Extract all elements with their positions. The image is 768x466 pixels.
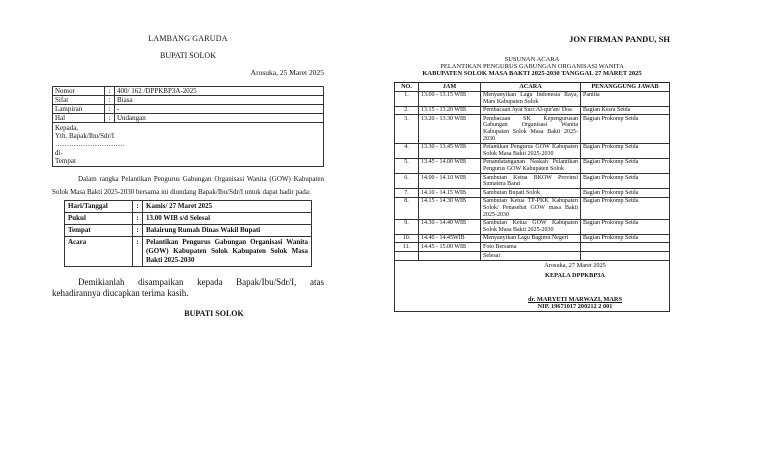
agenda-no: 5. — [395, 158, 419, 173]
agenda-time: 14.30 - 14.40 WIB — [419, 219, 481, 234]
address-line: ………………………… — [55, 140, 125, 149]
schedule-colon: : — [133, 213, 143, 225]
agenda-no: 4. — [395, 143, 419, 158]
schedule-key: Acara — [65, 237, 133, 267]
agenda-no: 3. — [395, 115, 419, 143]
agenda-sign-nip: NIP. 19671017 200212 2 001 — [537, 302, 613, 310]
event-schedule-table — [64, 200, 312, 267]
schedule-value: Balairung Rumah Dinas Wakil Bupati — [143, 225, 312, 237]
agenda-responsible: Bagian Prokomp Setda — [581, 234, 670, 243]
agenda-event: Pembacaan SK Kepengurusan Gabungan Organisasi Wanita Kabupaten Solok Masa Bakti 2025-2030 — [481, 115, 581, 143]
agenda-event: Sambutan Bupati Solok — [481, 189, 581, 198]
schedule-colon: : — [133, 225, 143, 237]
agenda-row — [395, 219, 670, 234]
agenda-no: 11. — [395, 243, 419, 252]
schedule-key: Hari/Tanggal — [65, 201, 133, 213]
letter-signature: BUPATI SOLOK — [184, 309, 244, 319]
agenda-row — [395, 197, 670, 219]
agenda-responsible — [581, 243, 670, 252]
meta-colon: : — [105, 87, 115, 96]
schedule-value: Pelantikan Pengurus Gabungan Organisasi Wanita (GOW) Kabupaten Solok Kabupaten Solok Masa Bakti 2025-2030 — [143, 237, 312, 267]
schedule-row — [65, 237, 312, 267]
meta-value: Undangan — [115, 114, 324, 123]
meta-value: 400/ 162 /DPPKBP3A-2025 — [115, 87, 324, 96]
agenda-responsible: Bagian Prokomp Setda — [581, 115, 670, 143]
meta-row — [53, 87, 324, 96]
agenda-responsible — [581, 252, 670, 261]
agenda-responsible: Bagian Prokomp Setda — [581, 174, 670, 189]
agenda-signature-block — [395, 262, 669, 310]
agenda-event: Pembacaan Ayat Suci Al-qur'an/ Doa — [481, 106, 581, 115]
letter-body: Dalam rangka Pelantikan Pengurus Gabungan Organisasi Wanita (GOW) Kabupaten Solok Masa Bakti 2025-2030 bersama ini diundang Bapak/Ibu/Sdr/I untuk dapat hadir pada: — [52, 175, 324, 197]
agenda-no: 2. — [395, 106, 419, 115]
letter-address — [52, 123, 324, 167]
schedule-key: Tempat — [65, 225, 133, 237]
schedule-colon: : — [133, 237, 143, 267]
agenda-row — [395, 252, 670, 261]
agenda-time — [419, 252, 481, 261]
agenda-sign-title: KEPALA DPPKBP3A — [545, 271, 605, 279]
agenda-time: 14.45 - 15.00 WIB — [419, 243, 481, 252]
agenda-time: 13.00 - 13.15 WIB — [419, 91, 481, 106]
agenda-row — [395, 234, 670, 243]
meta-key: Sifat — [53, 96, 105, 105]
agenda-responsible: Bagian Prokomp Setda — [581, 219, 670, 234]
agenda-time: 13.45 - 14.00 WIB — [419, 158, 481, 173]
meta-colon: : — [105, 105, 115, 114]
agenda-time: 13.20 - 13.30 WIB — [419, 115, 481, 143]
agenda-person-name: JON FIRMAN PANDU, SH — [569, 34, 670, 44]
agenda-no: 10. — [395, 234, 419, 243]
agenda-row — [395, 143, 670, 158]
meta-key: Lampiran — [53, 105, 105, 114]
meta-value: Biasa — [115, 96, 324, 105]
agenda-sign-date: Arosuka, 27 Maret 2025 — [544, 261, 606, 269]
agenda-time: 14.15 - 14.30 WIB — [419, 197, 481, 219]
agenda-time: 13.15 - 13.20 WIB — [419, 106, 481, 115]
agenda-heading-2: PELANTIKAN PENGURUS GABUNGAN ORGANISASI WANITA — [440, 63, 624, 70]
agenda-no: 8. — [395, 197, 419, 219]
agenda-row — [395, 106, 670, 115]
agenda-row — [395, 243, 670, 252]
agenda-panel — [394, 34, 670, 312]
agenda-responsible: Bagian Prokomp Setda — [581, 189, 670, 198]
agenda-event: Menyanyikan Lagu Bagimu Negeri — [481, 234, 581, 243]
letter-office: BUPATI SOLOK — [160, 51, 216, 60]
col-header-pj: PENANGGUNG JAWAB — [581, 83, 670, 92]
schedule-key: Pukul — [65, 213, 133, 225]
agenda-row — [395, 91, 670, 106]
meta-colon: : — [105, 96, 115, 105]
schedule-row — [65, 201, 312, 213]
invitation-letter — [52, 34, 324, 318]
address-line: Yth. Bapak/Ibu/Sdr/I — [55, 132, 115, 141]
agenda-event: Penandatanganan Naskah Pelantikan Pengurus GOW Kabupaten Solok — [481, 158, 581, 173]
agenda-responsible: Bagian Prokomp Setda — [581, 143, 670, 158]
agenda-event: Pelantikan Pengurus GOW Kabupaten Solok Masa Bakti 2025-2030 — [481, 143, 581, 158]
agenda-event: Sambutan Ketua BKOW Provinsi Sumatera Barat — [481, 174, 581, 189]
agenda-event: Sambutan Ketua GOW Kabupaten Solok Masa Bakti 2025-2030 — [481, 219, 581, 234]
agenda-no — [395, 252, 419, 261]
agenda-event: Foto Bersama — [481, 243, 581, 252]
agenda-responsible: Panitia — [581, 91, 670, 106]
agenda-no: 6. — [395, 174, 419, 189]
schedule-row — [65, 213, 312, 225]
agenda-responsible: Bagian Kesra Setda — [581, 106, 670, 115]
agenda-sign-name: dr. MARYETI MARWAZI, MARS — [528, 295, 622, 303]
schedule-row — [65, 225, 312, 237]
agenda-event: Menyanyikan Lagu Indonesia Raya, Mars Kabupaten Solok — [481, 91, 581, 106]
schedule-colon: : — [133, 201, 143, 213]
agenda-no: 7. — [395, 189, 419, 198]
meta-row — [53, 96, 324, 105]
agenda-heading-1: SUSUNAN ACARA — [504, 56, 560, 63]
agenda-row — [395, 189, 670, 198]
agenda-responsible: Bagian Prokomp Setda — [581, 158, 670, 173]
meta-key: Nomor — [53, 87, 105, 96]
meta-value: - — [115, 105, 324, 114]
agenda-time: 14.40 - 14.45WIB — [419, 234, 481, 243]
agenda-table — [394, 82, 670, 312]
letter-date: Arosuka, 25 Maret 2025 — [250, 68, 324, 77]
agenda-row — [395, 158, 670, 173]
agenda-time: 14.00 - 14.10 WIB — [419, 174, 481, 189]
address-line: Kepada, — [55, 124, 79, 132]
agenda-heading-3: KABUPATEN SOLOK MASA BAKTI 2025-2030 TANGGAL 27 MARET 2025 — [422, 70, 642, 77]
letter-meta-table — [52, 86, 324, 123]
meta-colon: : — [105, 114, 115, 123]
address-line: Tempat — [55, 156, 76, 165]
agenda-no: 1. — [395, 91, 419, 106]
agenda-time: 14.10 - 14.15 WIB — [419, 189, 481, 198]
col-header-jam: JAM — [419, 83, 481, 92]
agenda-responsible: Bagian Prokomp Setda — [581, 197, 670, 219]
agenda-no: 9. — [395, 219, 419, 234]
letter-emblem-text: LAMBANG GARUDA — [148, 34, 228, 43]
address-line: di- — [55, 148, 63, 157]
schedule-value: 13.00 WIB s/d Selesai — [143, 213, 312, 225]
meta-key: Hal — [53, 114, 105, 123]
meta-row — [53, 105, 324, 114]
col-header-acara: ACARA — [481, 83, 581, 92]
agenda-time: 13.30 - 13.45 WIB — [419, 143, 481, 158]
schedule-value: Kamis/ 27 Maret 2025 — [143, 201, 312, 213]
meta-row — [53, 114, 324, 123]
agenda-row — [395, 115, 670, 143]
letter-closing: Demikianlah disampaikan kepada Bapak/Ibu/Sdr/I, atas kehadirannya diucapkan terima kasih. — [52, 277, 324, 299]
agenda-row — [395, 174, 670, 189]
agenda-event: Sambutan Ketua TP-PKK Kabupaten Solok/ Penasehat GOW masa Bakti 2025-2030 — [481, 197, 581, 219]
agenda-event: Selesai — [481, 252, 581, 261]
col-header-no: NO. — [395, 83, 419, 92]
